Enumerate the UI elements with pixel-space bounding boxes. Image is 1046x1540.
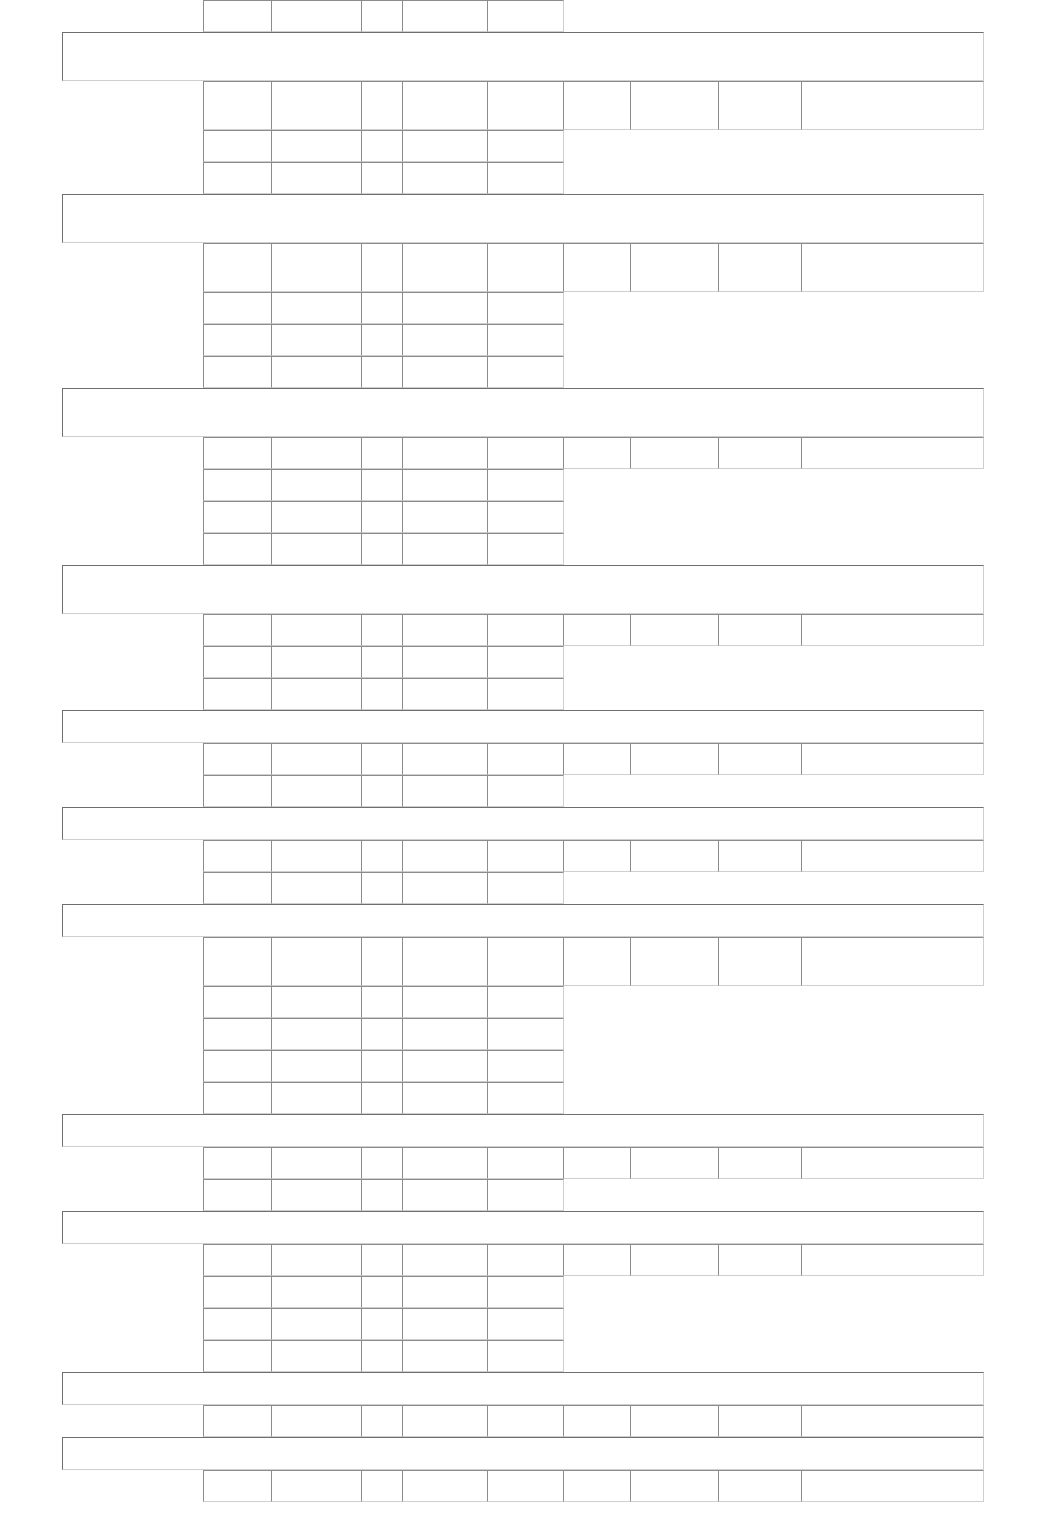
- table-cell: [487, 1308, 564, 1340]
- table-cell: [271, 1276, 362, 1308]
- table-cell: [718, 1147, 802, 1179]
- table-cell: [487, 1276, 564, 1308]
- table-cell: [563, 437, 631, 469]
- table-cell: [487, 501, 564, 533]
- table-cell: [402, 1018, 488, 1050]
- table-cell: [361, 324, 403, 356]
- table-cell: [361, 1050, 403, 1082]
- table-cell: [487, 243, 564, 292]
- table-cell: [630, 743, 719, 775]
- section-header-row: [62, 1372, 984, 1405]
- table-cell: [402, 1340, 488, 1372]
- table-cell: [402, 986, 488, 1018]
- table-cell: [361, 1082, 403, 1114]
- table-cell: [271, 356, 362, 388]
- table-cell: [487, 1470, 564, 1502]
- table-cell: [487, 646, 564, 678]
- table-cell: [718, 243, 802, 292]
- table-cell: [203, 1147, 272, 1179]
- table-cell: [487, 1082, 564, 1114]
- table-cell: [487, 1050, 564, 1082]
- table-cell: [361, 469, 403, 501]
- table-cell: [361, 1244, 403, 1276]
- table-cell: [487, 1179, 564, 1211]
- table-cell: [361, 1179, 403, 1211]
- table-cell: [203, 775, 272, 807]
- table-cell: [271, 162, 362, 194]
- table-cell: [402, 162, 488, 194]
- table-cell: [402, 678, 488, 710]
- table-cell: [402, 501, 488, 533]
- table-cell: [801, 840, 984, 872]
- table-cell: [203, 937, 272, 986]
- table-cell: [487, 1147, 564, 1179]
- table-cell: [203, 243, 272, 292]
- table-cell: [361, 162, 403, 194]
- table-cell: [361, 292, 403, 324]
- table-cell: [487, 356, 564, 388]
- table-cell: [487, 986, 564, 1018]
- table-cell: [402, 1405, 488, 1437]
- table-cell: [487, 292, 564, 324]
- table-cell: [203, 646, 272, 678]
- table-cell: [563, 937, 631, 986]
- table-cell: [487, 81, 564, 130]
- table-cell: [203, 1082, 272, 1114]
- table-cell: [801, 1244, 984, 1276]
- table-cell: [801, 1405, 984, 1437]
- table-cell: [718, 743, 802, 775]
- table-cell: [271, 533, 362, 565]
- table-cell: [402, 646, 488, 678]
- table-cell: [271, 743, 362, 775]
- table-cell: [487, 743, 564, 775]
- table-cell: [271, 1244, 362, 1276]
- table-cell: [487, 324, 564, 356]
- section-header-row: [62, 1114, 984, 1147]
- table-cell: [361, 743, 403, 775]
- table-cell: [801, 243, 984, 292]
- table-cell: [361, 937, 403, 986]
- table-cell: [402, 1179, 488, 1211]
- table-cell: [361, 646, 403, 678]
- table-cell: [271, 292, 362, 324]
- table-cell: [718, 81, 802, 130]
- table-cell: [271, 1050, 362, 1082]
- table-cell: [487, 1340, 564, 1372]
- table-cell: [630, 937, 719, 986]
- table-cell: [630, 614, 719, 646]
- table-cell: [563, 1147, 631, 1179]
- table-cell: [361, 840, 403, 872]
- table-cell: [203, 1018, 272, 1050]
- table-cell: [487, 678, 564, 710]
- table-cell: [487, 775, 564, 807]
- table-cell: [801, 437, 984, 469]
- table-cell: [361, 1308, 403, 1340]
- section-header-row: [62, 807, 984, 840]
- table-cell: [271, 501, 362, 533]
- table-cell: [630, 437, 719, 469]
- table-cell: [718, 1405, 802, 1437]
- table-cell: [487, 872, 564, 904]
- table-cell: [718, 614, 802, 646]
- table-cell: [402, 1050, 488, 1082]
- table-cell: [402, 1470, 488, 1502]
- table-cell: [487, 533, 564, 565]
- table-cell: [271, 1179, 362, 1211]
- table-cell: [361, 1405, 403, 1437]
- table-cell: [361, 437, 403, 469]
- table-cell: [563, 614, 631, 646]
- table-cell: [203, 1405, 272, 1437]
- table-cell: [402, 469, 488, 501]
- table-cell: [402, 1276, 488, 1308]
- table-cell: [487, 130, 564, 162]
- table-cell: [271, 243, 362, 292]
- table-cell: [487, 162, 564, 194]
- table-cell: [402, 840, 488, 872]
- table-cell: [563, 81, 631, 130]
- table-cell: [718, 937, 802, 986]
- table-cell: [203, 840, 272, 872]
- table-cell: [487, 437, 564, 469]
- section-header-row: [62, 1437, 984, 1470]
- section-header-row: [62, 904, 984, 937]
- table-cell: [203, 130, 272, 162]
- table-cell: [402, 937, 488, 986]
- table-cell: [361, 356, 403, 388]
- section-header-row: [62, 710, 984, 743]
- table-cell: [487, 469, 564, 501]
- table-cell: [203, 1244, 272, 1276]
- table-cell: [271, 0, 362, 32]
- table-cell: [361, 1276, 403, 1308]
- table-cell: [271, 1082, 362, 1114]
- table-cell: [402, 81, 488, 130]
- table-cell: [203, 437, 272, 469]
- table-cell: [402, 1082, 488, 1114]
- table-cell: [271, 437, 362, 469]
- table-cell: [402, 1147, 488, 1179]
- table-cell: [271, 1308, 362, 1340]
- table-cell: [487, 1244, 564, 1276]
- table-cell: [203, 81, 272, 130]
- table-cell: [271, 1147, 362, 1179]
- table-cell: [630, 1405, 719, 1437]
- table-cell: [630, 81, 719, 130]
- table-cell: [361, 243, 403, 292]
- table-cell: [271, 937, 362, 986]
- table-cell: [402, 356, 488, 388]
- table-cell: [487, 937, 564, 986]
- table-cell: [361, 775, 403, 807]
- table-cell: [361, 986, 403, 1018]
- table-cell: [563, 1405, 631, 1437]
- table-cell: [718, 1244, 802, 1276]
- section-header-row: [62, 32, 984, 81]
- table-cell: [563, 1244, 631, 1276]
- table-cell: [718, 1470, 802, 1502]
- table-cell: [487, 0, 564, 32]
- table-cell: [402, 324, 488, 356]
- table-cell: [563, 243, 631, 292]
- table-cell: [801, 937, 984, 986]
- table-cell: [361, 1147, 403, 1179]
- table-cell: [271, 1405, 362, 1437]
- table-cell: [271, 872, 362, 904]
- table-cell: [801, 743, 984, 775]
- table-cell: [563, 743, 631, 775]
- table-cell: [271, 646, 362, 678]
- table-cell: [203, 1340, 272, 1372]
- table-cell: [203, 1308, 272, 1340]
- section-header-row: [62, 1211, 984, 1244]
- table-cell: [402, 437, 488, 469]
- table-cell: [203, 614, 272, 646]
- table-cell: [271, 469, 362, 501]
- table-cell: [361, 1018, 403, 1050]
- table-cell: [361, 533, 403, 565]
- table-cell: [203, 356, 272, 388]
- table-cell: [801, 1147, 984, 1179]
- table-cell: [203, 0, 272, 32]
- table-cell: [361, 130, 403, 162]
- table-cell: [402, 872, 488, 904]
- table-cell: [271, 986, 362, 1018]
- table-cell: [630, 1470, 719, 1502]
- table-cell: [402, 0, 488, 32]
- table-cell: [361, 81, 403, 130]
- table-cell: [487, 614, 564, 646]
- table-cell: [402, 130, 488, 162]
- table-cell: [487, 1405, 564, 1437]
- table-cell: [718, 437, 802, 469]
- table-cell: [718, 840, 802, 872]
- table-cell: [402, 743, 488, 775]
- table-cell: [203, 1276, 272, 1308]
- table-cell: [402, 1308, 488, 1340]
- table-cell: [487, 840, 564, 872]
- table-cell: [361, 501, 403, 533]
- table-cell: [402, 243, 488, 292]
- table-cell: [271, 1340, 362, 1372]
- table-cell: [271, 678, 362, 710]
- table-cell: [487, 1018, 564, 1050]
- table-cell: [203, 1470, 272, 1502]
- table-cell: [563, 1470, 631, 1502]
- table-cell: [203, 501, 272, 533]
- table-cell: [361, 614, 403, 646]
- table-cell: [203, 1050, 272, 1082]
- table-cell: [402, 533, 488, 565]
- table-cell: [801, 614, 984, 646]
- table-cell: [563, 840, 631, 872]
- table-cell: [630, 840, 719, 872]
- table-cell: [203, 469, 272, 501]
- table-cell: [271, 775, 362, 807]
- table-cell: [402, 614, 488, 646]
- table-cell: [271, 1018, 362, 1050]
- table-cell: [402, 775, 488, 807]
- table-cell: [203, 1179, 272, 1211]
- table-cell: [203, 872, 272, 904]
- table-cell: [402, 292, 488, 324]
- table-cell: [801, 1470, 984, 1502]
- table-cell: [271, 614, 362, 646]
- table-cell: [361, 1470, 403, 1502]
- table-cell: [361, 0, 403, 32]
- table-cell: [203, 678, 272, 710]
- table-cell: [361, 872, 403, 904]
- table-cell: [630, 1244, 719, 1276]
- table-cell: [271, 1470, 362, 1502]
- table-cell: [630, 1147, 719, 1179]
- table-cell: [271, 81, 362, 130]
- table-cell: [271, 324, 362, 356]
- section-header-row: [62, 565, 984, 614]
- table-cell: [801, 81, 984, 130]
- table-cell: [203, 743, 272, 775]
- table-cell: [203, 986, 272, 1018]
- table-cell: [203, 162, 272, 194]
- table-cell: [203, 292, 272, 324]
- table-cell: [361, 678, 403, 710]
- table-cell: [203, 533, 272, 565]
- table-cell: [630, 243, 719, 292]
- table-cell: [271, 840, 362, 872]
- table-cell: [203, 324, 272, 356]
- section-header-row: [62, 194, 984, 243]
- section-header-row: [62, 388, 984, 437]
- table-cell: [271, 130, 362, 162]
- table-cell: [361, 1340, 403, 1372]
- table-cell: [402, 1244, 488, 1276]
